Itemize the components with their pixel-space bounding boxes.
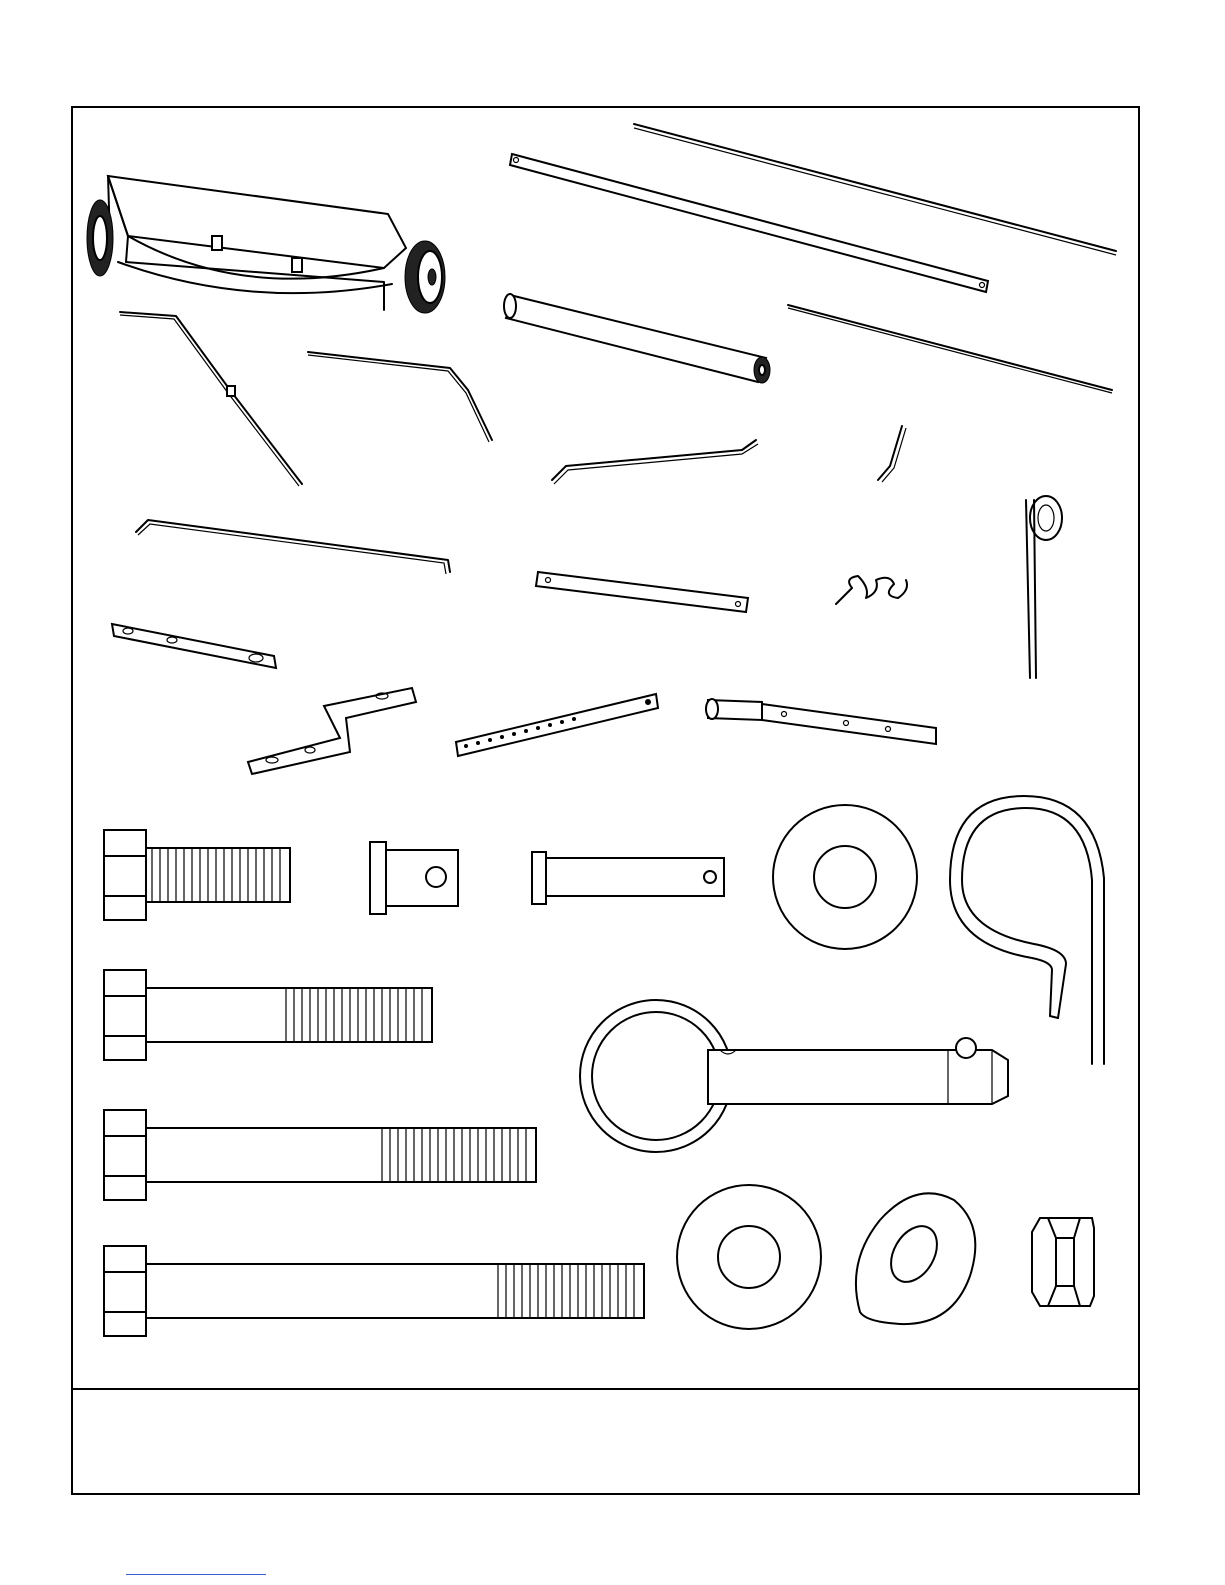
hex-bolt-icon bbox=[104, 970, 432, 1060]
hair-pin-icon bbox=[950, 796, 1104, 1064]
hook-rod-icon bbox=[878, 426, 906, 482]
washer-icon bbox=[773, 805, 917, 949]
perforated-bar-icon bbox=[456, 694, 658, 756]
clevis-pin-icon bbox=[532, 852, 724, 904]
flat-bar-icon bbox=[510, 154, 988, 292]
bent-rod-icon bbox=[136, 520, 450, 574]
cupped-washer-icon bbox=[856, 1193, 975, 1324]
hex-bolt-icon bbox=[104, 830, 290, 920]
washer-icon bbox=[677, 1185, 821, 1329]
hex-bolt-icon bbox=[104, 1246, 644, 1336]
bushing-icon bbox=[370, 842, 458, 914]
grip-bar-icon bbox=[706, 699, 936, 744]
rod-icon bbox=[634, 124, 1116, 255]
rod-icon bbox=[788, 305, 1112, 393]
eye-pin-icon bbox=[1026, 496, 1062, 678]
bent-rod-icon bbox=[552, 440, 758, 484]
link-plate-icon bbox=[112, 624, 276, 668]
hex-bolt-icon bbox=[104, 1110, 536, 1200]
bracket-icon bbox=[248, 688, 416, 774]
tube-icon bbox=[504, 294, 770, 383]
spring-icon bbox=[836, 576, 907, 604]
bent-rod-icon bbox=[308, 352, 492, 442]
hex-nut-icon bbox=[1032, 1218, 1094, 1306]
pin-icon bbox=[536, 572, 748, 612]
drop-spreader-icon bbox=[87, 176, 445, 313]
hitch-pin-icon bbox=[580, 1000, 1008, 1152]
bent-rod-icon bbox=[120, 312, 302, 486]
